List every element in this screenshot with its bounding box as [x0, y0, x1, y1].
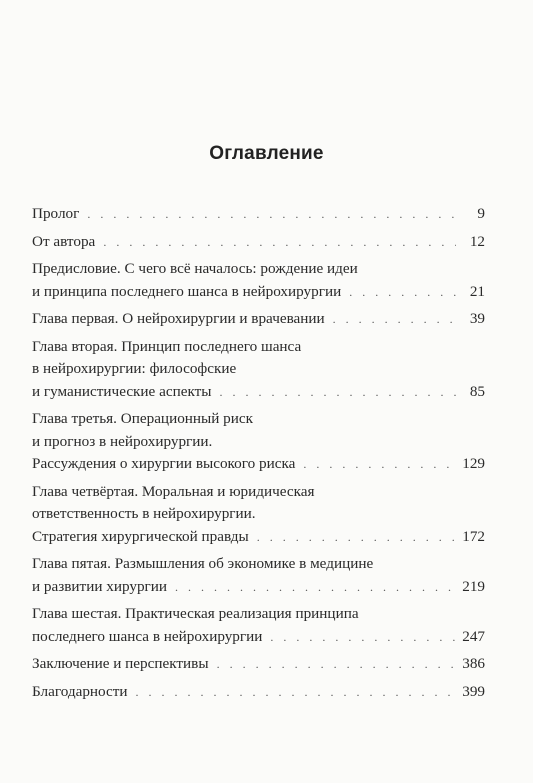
toc-entry-chapter-2	[32, 336, 485, 404]
leader-dots	[136, 681, 456, 704]
toc-entry-chapter-5	[32, 553, 485, 598]
entry-title-line: Глава третья. Операционный риск	[32, 410, 254, 427]
toc-entry-preface	[32, 258, 485, 303]
toc-entry-from-author	[32, 231, 485, 254]
leader-dots	[217, 653, 456, 676]
entry-title-line: и прогноз в нейрохирургии.	[32, 432, 213, 450]
page-number: 85	[469, 382, 485, 400]
entry-title: Благодарности	[32, 682, 128, 700]
leader-dots	[219, 381, 456, 404]
toc-entry-chapter-6	[32, 603, 485, 648]
leader-dots	[270, 626, 455, 649]
entry-title-line: и развитии хирургии	[32, 577, 168, 595]
page-title: Оглавление	[209, 143, 324, 164]
entry-title-line: Глава вторая. Принцип последнего шанса	[32, 337, 302, 355]
page-number: 9	[477, 205, 485, 222]
leader-dots	[103, 231, 456, 254]
entry-title-line: последнего шанса в нейрохирургии	[32, 627, 263, 645]
page-number: 129	[462, 455, 485, 472]
entry-title: Пролог	[32, 205, 80, 222]
page-number: 386	[462, 655, 485, 672]
page-number: 399	[462, 682, 485, 700]
leader-dots	[333, 308, 456, 331]
page-number: 12	[469, 232, 485, 250]
entry-title-line: Глава четвёртая. Моральная и юридическая	[32, 482, 315, 500]
entry-title-line: в нейрохирургии: философские	[32, 360, 237, 377]
page-number: 21	[469, 282, 485, 300]
page-number: 172	[462, 527, 485, 545]
toc-entry-chapter-1	[32, 308, 485, 331]
page-number: 39	[469, 310, 485, 327]
entry-title-line: Глава шестая. Практическая реализация принципа	[32, 605, 359, 622]
leader-dots	[303, 453, 455, 476]
entry-title: Глава первая. О нейрохирургии и врачевании	[32, 310, 325, 327]
entry-title-line: Предисловие. С чего всё началось: рождение идеи	[32, 260, 358, 277]
leader-dots	[175, 576, 455, 599]
entry-title-line: и принципа последнего шанса в нейрохирургии	[32, 282, 342, 300]
leader-dots	[349, 281, 456, 304]
entry-title-line: ответственность в нейрохирургии.	[32, 505, 256, 522]
toc-entry-chapter-3	[32, 408, 485, 476]
entry-title-line: и гуманистические аспекты	[32, 382, 212, 400]
entry-title: Заключение и перспективы	[32, 655, 209, 672]
entry-title-line: Глава пятая. Размышления об экономике в медицине	[32, 555, 374, 572]
toc-entry-acknowledgements	[32, 681, 485, 704]
leader-dots	[257, 526, 456, 549]
entry-title: От автора	[32, 232, 96, 250]
toc-entry-prologue	[32, 203, 485, 226]
entry-title-line: Стратегия хирургической правды	[32, 527, 249, 545]
toc-entry-chapter-4	[32, 481, 485, 549]
toc-entry-conclusion	[32, 653, 485, 676]
entry-title-line: Рассуждения о хирургии высокого риска	[32, 455, 296, 472]
page-number: 247	[462, 627, 485, 645]
page-number: 219	[462, 577, 485, 595]
leader-dots	[87, 203, 456, 226]
table-of-contents	[32, 203, 485, 708]
